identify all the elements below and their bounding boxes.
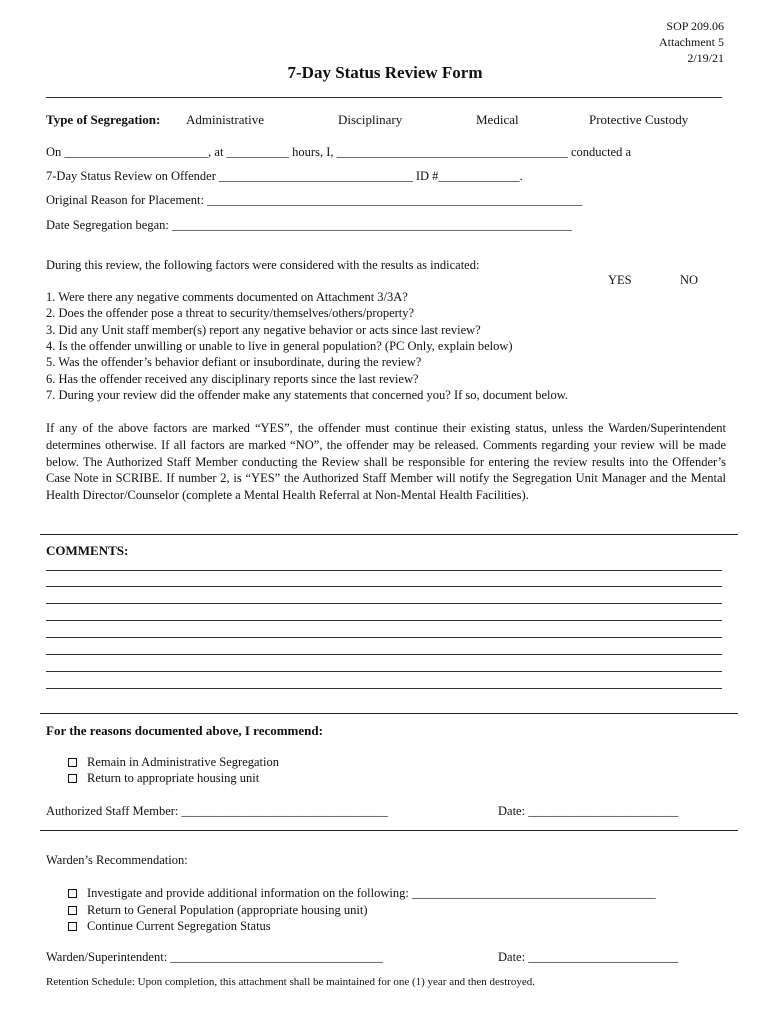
recommend-label: For the reasons documented above, I recommend:: [46, 723, 323, 738]
comment-line[interactable]: [46, 671, 722, 672]
sop-number: SOP 209.06: [666, 19, 724, 33]
question-7: 7. During your review did the offender make any statements that concerned you? If so, document below.: [46, 388, 569, 402]
question-3: 3. Did any Unit staff member(s) report any negative behavior or acts since last review?: [46, 323, 481, 337]
comment-line[interactable]: [46, 586, 722, 587]
option-return-general-population[interactable]: Return to General Population (appropriate housing unit): [68, 903, 368, 918]
authorized-staff-field[interactable]: Authorized Staff Member: _________________________________: [46, 804, 388, 818]
date-segregation-began-field[interactable]: Date Segregation began: ________________________________________________________________: [46, 218, 572, 232]
no-column-header: NO: [680, 273, 699, 287]
warden-superintendent-field[interactable]: Warden/Superintendent: __________________________________: [46, 950, 383, 964]
warden-date-field[interactable]: Date: ________________________: [498, 950, 679, 964]
comment-line[interactable]: [46, 603, 722, 604]
question-1: 1. Were there any negative comments documented on Attachment 3/3A?: [46, 290, 408, 304]
title-underline: [46, 97, 722, 98]
revision-date: 2/19/21: [687, 51, 724, 65]
comment-line[interactable]: [46, 688, 722, 689]
checkbox-icon[interactable]: [68, 758, 77, 767]
staff-date-field[interactable]: Date: ________________________: [498, 804, 679, 818]
comment-line[interactable]: [46, 570, 722, 571]
attachment-number: Attachment 5: [659, 35, 724, 49]
comments-label: COMMENTS:: [46, 543, 129, 558]
instructions-paragraph: If any of the above factors are marked “YES”, the offender must continue their existing status, unless the Warden/Superintendent determines otherwise. If all factors are marked “NO”, the offender may be released. Comments regarding your review will be made below. The Authorized Staff Member conducting the Review shall be responsible for entering the review results into the Offender’s Case Note in SCRIBE. If number 2, is “YES” the Authorized Staff Member will notify the Segregation Unit Manager and the Mental Health Director/Counselor (complete a Mental Health Referral at Non-Mental Health Facilities).: [46, 421, 726, 503]
segregation-option-administrative[interactable]: Administrative: [186, 112, 264, 127]
warden-divider: [40, 830, 738, 831]
recommend-divider: [40, 713, 738, 714]
comments-divider: [40, 534, 738, 535]
question-2: 2. Does the offender pose a threat to security/themselves/others/property?: [46, 306, 415, 320]
option-remain-admin-segregation[interactable]: Remain in Administrative Segregation: [68, 755, 279, 770]
segregation-option-protective-custody[interactable]: Protective Custody: [589, 112, 689, 127]
question-4: 4. Is the offender unwilling or unable to live in general population? (PC Only, explain below): [46, 339, 513, 353]
option-return-housing-unit[interactable]: Return to appropriate housing unit: [68, 771, 259, 786]
comment-line[interactable]: [46, 637, 722, 638]
segregation-option-disciplinary[interactable]: Disciplinary: [338, 112, 403, 127]
segregation-type-label: Type of Segregation:: [46, 112, 161, 127]
retention-schedule: Retention Schedule: Upon completion, this attachment shall be maintained for one (1) year and then destroyed.: [46, 976, 536, 988]
option-investigate[interactable]: Investigate and provide additional information on the following: _______________________________________: [68, 886, 656, 901]
comment-line[interactable]: [46, 620, 722, 621]
segregation-option-medical[interactable]: Medical: [476, 112, 519, 127]
yes-column-header: YES: [608, 273, 632, 287]
checkbox-icon[interactable]: [68, 889, 77, 898]
checkbox-icon[interactable]: [68, 774, 77, 783]
checkbox-icon[interactable]: [68, 906, 77, 915]
question-5: 5. Was the offender’s behavior defiant or insubordinate, during the review?: [46, 355, 422, 369]
form-title: 7-Day Status Review Form: [287, 63, 483, 82]
question-6: 6. Has the offender received any disciplinary reports since the last review?: [46, 372, 419, 386]
review-date-line[interactable]: On _______________________, at __________ hours, I, _____________________________________ conducted a: [46, 145, 632, 159]
review-lead-text: During this review, the following factors were considered with the results as indicated:: [46, 258, 480, 272]
option-continue-segregation[interactable]: Continue Current Segregation Status: [68, 919, 271, 934]
offender-line[interactable]: 7-Day Status Review on Offender _______________________________ ID #_____________.: [46, 169, 523, 183]
warden-recommendation-label: Warden’s Recommendation:: [46, 853, 188, 867]
original-reason-field[interactable]: Original Reason for Placement: ____________________________________________________________: [46, 193, 583, 207]
checkbox-icon[interactable]: [68, 922, 77, 931]
comment-line[interactable]: [46, 654, 722, 655]
